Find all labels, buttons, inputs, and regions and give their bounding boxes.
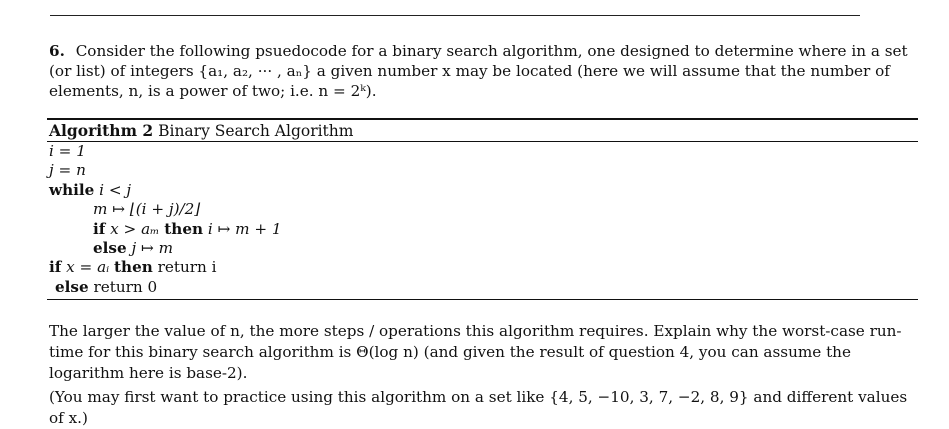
algo-line-2: j = n bbox=[49, 161, 86, 180]
top-divider bbox=[50, 15, 860, 16]
algorithm-caption bbox=[47, 120, 918, 141]
algo-line-6: else j ↦ m bbox=[93, 238, 173, 257]
algo-line-7: if x = aᵢ then return i bbox=[49, 258, 217, 277]
question-paragraph-2: The larger the value of n, the more steps / operations this algorithm requires. Explain why the worst-case run-time for this binary search algorithm is Θ(log n) (and given the result of question 4, you can assume the logarithm here is base-2). bbox=[49, 322, 902, 382]
algo-line-3: while i < j bbox=[49, 180, 132, 199]
algo-line-4: m ↦ ⌊(i + j)/2⌋ bbox=[93, 200, 201, 219]
algo-line-8: else return 0 bbox=[55, 277, 158, 296]
algorithm-label: Algorithm 2 bbox=[49, 121, 154, 140]
algorithm-title: Binary Search Algorithm bbox=[158, 122, 354, 140]
algo-line-5: if x > aₘ then i ↦ m + 1 bbox=[93, 219, 282, 238]
question-text: Consider the following psuedocode for a binary search algorithm, one designed to determine where in a set (or list) of integers {a₁, a₂, ··· , aₙ} a given number x may be located (here we will assume that the number of elements, n, is a power of two; i.e. n = 2ᵏ). bbox=[49, 42, 908, 100]
question-6 bbox=[49, 41, 919, 101]
algo-line-1: i = 1 bbox=[49, 142, 86, 160]
question-paragraph-3: (You may first want to practice using this algorithm on a set like {4, 5, −10, 3, 7, −2, 8, 9} and different values of x.) bbox=[49, 388, 908, 427]
question-number: 6. bbox=[49, 42, 65, 60]
algorithm-bottom-rule bbox=[47, 299, 918, 300]
algorithm-box bbox=[47, 118, 918, 300]
